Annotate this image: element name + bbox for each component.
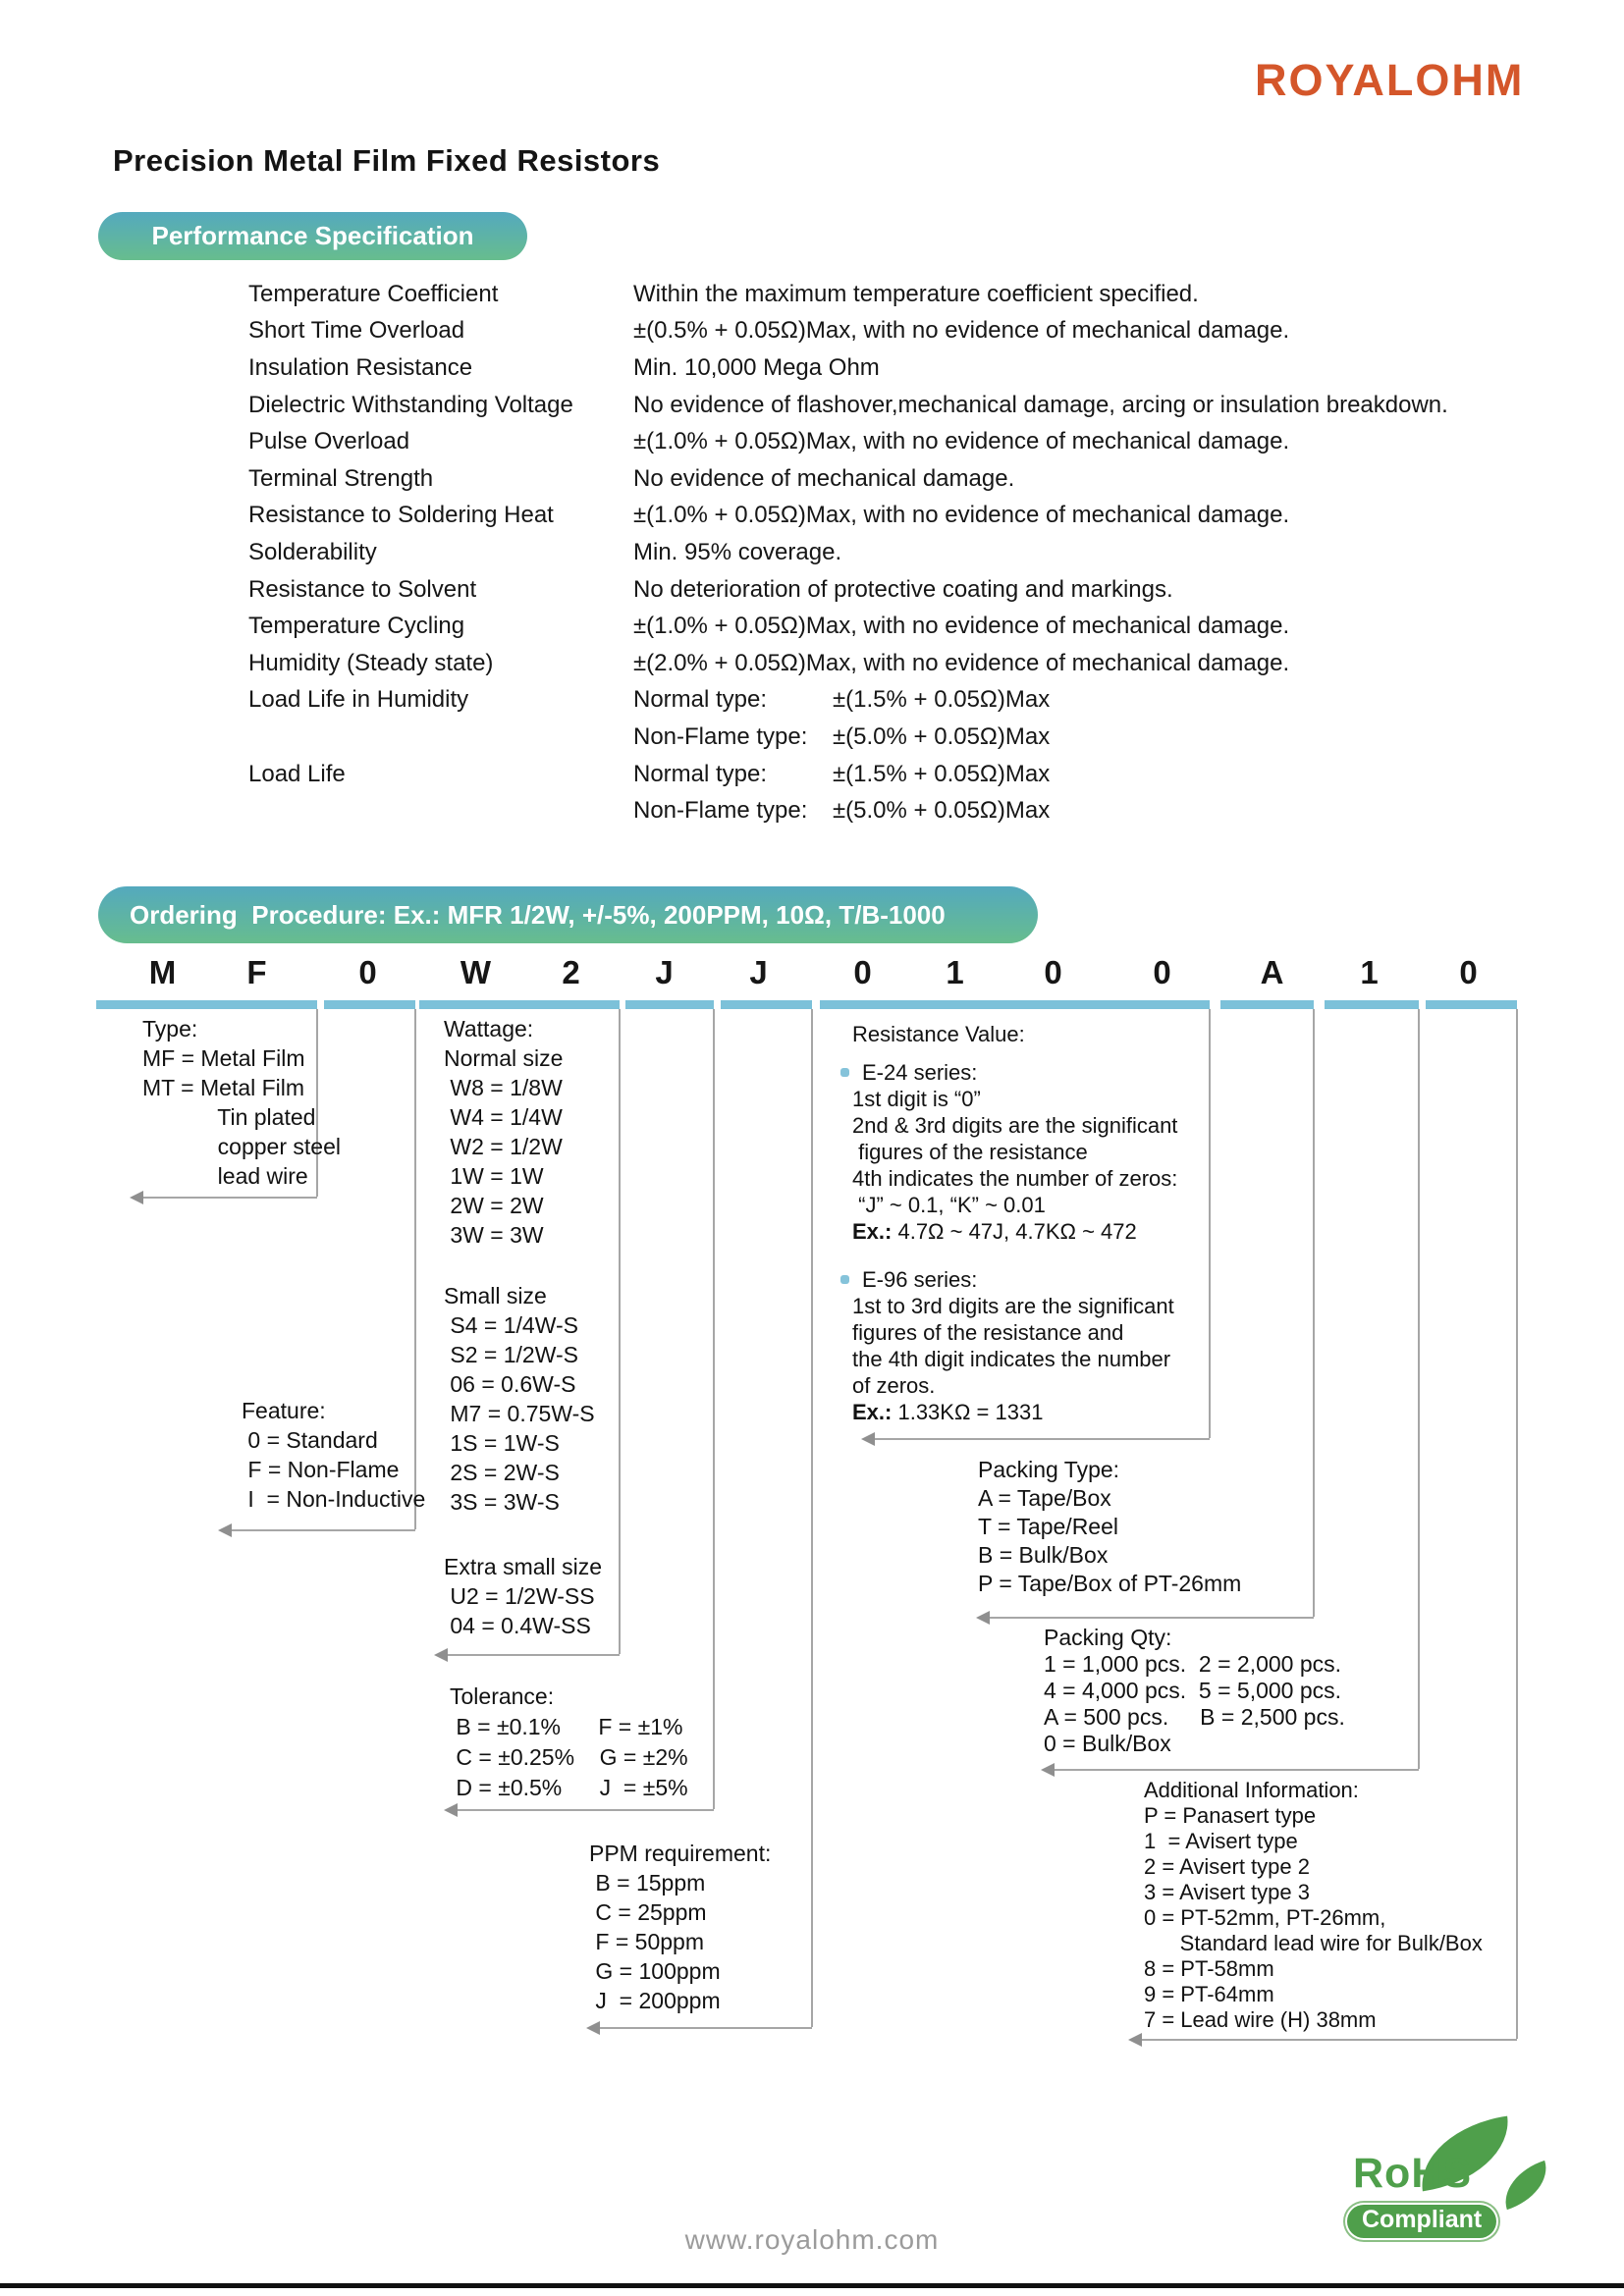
section-line: 04 = 0.4W-SS xyxy=(444,1613,591,1638)
section-line: lead wire xyxy=(142,1163,308,1189)
section-line: A = 500 pcs. B = 2,500 pcs. xyxy=(1044,1704,1345,1730)
spec-row-value: ±(5.0% + 0.05Ω)Max xyxy=(833,797,1051,825)
code-underline-bar xyxy=(419,1000,620,1009)
section-line: 1 = Avisert type xyxy=(1144,1829,1298,1853)
spec-row xyxy=(248,719,1448,756)
spec-row xyxy=(248,608,1448,645)
section-line: C = 25ppm xyxy=(589,1899,707,1925)
section-line: 1S = 1W-S xyxy=(444,1430,560,1456)
wattage-group-normal xyxy=(444,1043,602,1250)
code-underline-bar xyxy=(1325,1000,1419,1009)
group-header: Normal size xyxy=(444,1045,564,1071)
section-line: P = Panasert type xyxy=(1144,1803,1317,1828)
ordering-section-ppm xyxy=(589,1839,771,2015)
example-line: Ex.: 1.33KΩ = 1331 xyxy=(852,1400,1044,1424)
spec-row-value: No evidence of mechanical damage. xyxy=(633,464,1015,492)
spec-row xyxy=(248,571,1448,609)
section-line: 1 = 1,000 pcs. 2 = 2,000 pcs. xyxy=(1044,1651,1342,1677)
section-line: 9 = PT-64mm xyxy=(1144,1982,1274,2006)
resistance-e24-group xyxy=(852,1059,1177,1245)
section-title: Wattage: xyxy=(444,1016,534,1041)
left-arrow-icon xyxy=(130,1191,143,1204)
spec-row-condition: Non-Flame type: xyxy=(633,797,808,825)
spec-row-value: Within the maximum temperature coefficient specified. xyxy=(633,280,1199,307)
spec-row xyxy=(248,534,1448,571)
spec-row xyxy=(248,387,1448,424)
section-line: 4th indicates the number of zeros: xyxy=(852,1166,1178,1191)
section-line: W2 = 1/2W xyxy=(444,1134,563,1159)
ordering-section-feature xyxy=(242,1396,425,1514)
section-line: F = 50ppm xyxy=(589,1929,704,1954)
section-line: 1st digit is “0” xyxy=(852,1087,981,1111)
spec-row-value: ±(1.0% + 0.05Ω)Max, with no evidence of mechanical damage. xyxy=(633,613,1290,640)
code-underline-bar xyxy=(625,1000,714,1009)
left-arrow-icon xyxy=(434,1648,448,1662)
section-line: I = Non-Inductive xyxy=(242,1486,426,1512)
section-line: 1W = 1W xyxy=(444,1163,544,1189)
section-line: 4 = 4,000 pcs. 5 = 5,000 pcs. xyxy=(1044,1678,1342,1703)
bullet-item: E-24 series: xyxy=(862,1059,1177,1086)
section-line: J = 200ppm xyxy=(589,1988,721,2013)
left-arrow-icon xyxy=(444,1803,458,1817)
section-line: F = Non-Flame xyxy=(242,1457,400,1482)
spec-row xyxy=(248,645,1448,682)
section-title: Packing Type: xyxy=(978,1457,1120,1482)
rohs-text: RoHS xyxy=(1353,2150,1473,2197)
connector-line xyxy=(133,1197,317,1199)
spec-row-label: Pulse Overload xyxy=(248,428,410,455)
connector-line xyxy=(447,1809,714,1811)
section-line: 1st to 3rd digits are the significant xyxy=(852,1294,1174,1318)
section-line: figures of the resistance xyxy=(852,1140,1088,1164)
left-arrow-icon xyxy=(861,1432,875,1446)
example-line: Ex.: 4.7Ω ~ 47J, 4.7KΩ ~ 472 xyxy=(852,1219,1137,1244)
section-line: W8 = 1/8W xyxy=(444,1075,563,1100)
ordering-code-char: A xyxy=(1260,954,1285,990)
ordering-code-char: 0 xyxy=(853,954,873,990)
section-line: 3S = 3W-S xyxy=(444,1489,560,1515)
section-line: S2 = 1/2W-S xyxy=(444,1342,579,1367)
connector-line xyxy=(437,1654,620,1656)
spec-row-value: ±(0.5% + 0.05Ω)Max, with no evidence of mechanical damage. xyxy=(633,317,1290,345)
code-underline-bar xyxy=(820,1000,1210,1009)
code-underline-bar xyxy=(721,1000,812,1009)
section-line: of zeros. xyxy=(852,1373,936,1398)
performance-spec-heading xyxy=(98,212,527,260)
spec-row xyxy=(248,423,1448,460)
left-arrow-icon xyxy=(586,2021,600,2035)
section-line: 2W = 2W xyxy=(444,1193,544,1218)
ordering-section-packing-qty xyxy=(1044,1625,1345,1757)
connector-line xyxy=(811,1009,813,2027)
ordering-code-char: J xyxy=(655,954,675,990)
section-line: Standard lead wire for Bulk/Box xyxy=(1144,1931,1483,1955)
ordering-code-char: 0 xyxy=(1044,954,1063,990)
section-line: G = 100ppm xyxy=(589,1958,721,1984)
spec-row-label: Solderability xyxy=(248,538,377,565)
left-arrow-icon xyxy=(218,1523,232,1537)
code-underline-bar xyxy=(324,1000,415,1009)
spec-row-value: ±(1.0% + 0.05Ω)Max, with no evidence of mechanical damage. xyxy=(633,428,1290,455)
section-line: B = 15ppm xyxy=(589,1870,706,1896)
group-header: Small size xyxy=(444,1283,547,1308)
spec-row-value: ±(5.0% + 0.05Ω)Max xyxy=(833,722,1051,750)
spec-row-value: Min. 95% coverage. xyxy=(633,538,842,565)
ordering-section-tolerance xyxy=(450,1682,688,1803)
spec-row-condition: Non-Flame type: xyxy=(633,722,808,750)
section-title: Feature: xyxy=(242,1398,326,1423)
connector-line xyxy=(979,1617,1314,1619)
spec-row xyxy=(248,276,1448,313)
spec-row-value: ±(1.5% + 0.05Ω)Max xyxy=(833,760,1051,787)
ordering-section-packing-type xyxy=(978,1456,1241,1598)
spec-row-label: Temperature Cycling xyxy=(248,613,465,640)
ordering-code-char: J xyxy=(749,954,769,990)
section-line: B = ±0.1% F = ±1% xyxy=(450,1714,683,1739)
spec-row-label: Insulation Resistance xyxy=(248,353,473,381)
section-line: B = Bulk/Box xyxy=(978,1542,1109,1568)
section-line: 3W = 3W xyxy=(444,1222,544,1248)
section-line: copper steel xyxy=(142,1134,341,1159)
spec-row-value: Min. 10,000 Mega Ohm xyxy=(633,353,880,381)
section-line: 0 = Bulk/Box xyxy=(1044,1731,1171,1756)
spec-row-value: No evidence of flashover,mechanical damage, arcing or insulation breakdown. xyxy=(633,391,1448,418)
spec-row xyxy=(248,349,1448,387)
section-line: 06 = 0.6W-S xyxy=(444,1371,576,1397)
section-line: 0 = Standard xyxy=(242,1427,378,1453)
connector-line xyxy=(1209,1009,1211,1438)
ordering-section-wattage xyxy=(444,1014,602,1640)
bottom-rule xyxy=(0,2283,1624,2288)
section-line: P = Tape/Box of PT-26mm xyxy=(978,1571,1242,1596)
section-line: MF = Metal Film xyxy=(142,1045,305,1071)
section-line: W4 = 1/4W xyxy=(444,1104,563,1130)
performance-spec-table xyxy=(248,276,1448,829)
section-line: S4 = 1/4W-S xyxy=(444,1312,579,1338)
ordering-code-char: 0 xyxy=(358,954,378,990)
brand-logo: ROYALOHM xyxy=(1255,55,1525,105)
left-arrow-icon xyxy=(1041,1763,1055,1777)
connector-line xyxy=(1131,2039,1517,2041)
page-title: Precision Metal Film Fixed Resistors xyxy=(113,143,661,178)
section-line: 2S = 2W-S xyxy=(444,1460,560,1485)
spec-row-label: Resistance to Soldering Heat xyxy=(248,502,554,529)
section-title: Tolerance: xyxy=(450,1683,555,1709)
connector-line xyxy=(864,1438,1210,1440)
spec-row-condition: Normal type: xyxy=(633,760,768,787)
connector-line xyxy=(1516,1009,1518,2039)
ordering-code-char: 2 xyxy=(562,954,581,990)
section-title: Additional Information: xyxy=(1144,1778,1359,1802)
connector-line xyxy=(713,1009,715,1809)
spec-row-label: Temperature Coefficient xyxy=(248,280,499,307)
section-line: the 4th digit indicates the number xyxy=(852,1347,1171,1371)
section-line: M7 = 0.75W-S xyxy=(444,1401,595,1426)
spec-row-label: Terminal Strength xyxy=(248,464,434,492)
ordering-procedure-heading xyxy=(98,886,1038,943)
spec-row xyxy=(248,313,1448,350)
section-line: A = Tape/Box xyxy=(978,1485,1111,1511)
section-line: 3 = Avisert type 3 xyxy=(1144,1880,1310,1904)
connector-line xyxy=(1418,1009,1420,1769)
section-title: Packing Qty: xyxy=(1044,1625,1172,1650)
section-line: D = ±0.5% J = ±5% xyxy=(450,1775,688,1800)
spec-row-label: Dielectric Withstanding Voltage xyxy=(248,391,573,418)
group-header: Extra small size xyxy=(444,1554,603,1579)
section-line: C = ±0.25% G = ±2% xyxy=(450,1744,688,1770)
footer-url: www.royalohm.com xyxy=(684,2224,940,2255)
section-line: MT = Metal Film xyxy=(142,1075,305,1100)
section-line: Tin plated xyxy=(142,1104,316,1130)
spec-row-value: No deterioration of protective coating and markings. xyxy=(633,575,1173,603)
spec-row xyxy=(248,756,1448,793)
ordering-code-char: W xyxy=(460,954,493,990)
spec-row-condition: Normal type: xyxy=(633,686,768,714)
ordering-code-char: 0 xyxy=(1153,954,1172,990)
spec-row-value: ±(1.5% + 0.05Ω)Max xyxy=(833,686,1051,714)
connector-line xyxy=(619,1009,621,1654)
rohs-compliant-text: Compliant xyxy=(1347,2205,1496,2238)
section-line: 7 = Lead wire (H) 38mm xyxy=(1144,2007,1377,2032)
ordering-procedure-heading-label: Ordering Procedure: Ex.: MFR 1/2W, +/-5%, 200PPM, 10Ω, T/B-1000 xyxy=(130,899,946,930)
ordering-section-resistance xyxy=(852,1021,1177,1425)
section-line: “J” ~ 0.1, “K” ~ 0.01 xyxy=(852,1193,1046,1217)
spec-row xyxy=(248,792,1448,829)
spec-row-label: Short Time Overload xyxy=(248,317,465,345)
code-underline-bar xyxy=(1426,1000,1517,1009)
spec-row-value: ±(2.0% + 0.05Ω)Max, with no evidence of mechanical damage. xyxy=(633,649,1290,676)
ordering-code-char: 1 xyxy=(1360,954,1380,990)
section-line: 8 = PT-58mm xyxy=(1144,1956,1274,1981)
ordering-code-char: M xyxy=(148,954,178,990)
connector-line xyxy=(1044,1769,1419,1771)
code-underline-bar xyxy=(1220,1000,1314,1009)
spec-row-label: Resistance to Solvent xyxy=(248,575,477,603)
section-line: 2nd & 3rd digits are the significant xyxy=(852,1113,1178,1138)
wattage-group-small xyxy=(444,1281,602,1517)
section-line: U2 = 1/2W-SS xyxy=(444,1583,595,1609)
connector-line xyxy=(1313,1009,1315,1617)
connector-line xyxy=(589,2027,812,2029)
resistance-e96-group xyxy=(852,1266,1177,1425)
wattage-group-extra-small xyxy=(444,1552,602,1640)
spec-row-label: Humidity (Steady state) xyxy=(248,649,494,676)
ordering-code-char: F xyxy=(246,954,268,990)
section-line: T = Tape/Reel xyxy=(978,1514,1118,1539)
spec-row xyxy=(248,498,1448,535)
leaf-icon xyxy=(1496,2161,1556,2210)
ordering-code-char: 1 xyxy=(946,954,965,990)
section-line: figures of the resistance and xyxy=(852,1320,1124,1345)
spec-row-label: Load Life xyxy=(248,760,346,787)
code-underline-bar xyxy=(96,1000,317,1009)
spec-row xyxy=(248,460,1448,498)
connector-line xyxy=(221,1529,415,1531)
ordering-code-char: 0 xyxy=(1459,954,1479,990)
left-arrow-icon xyxy=(1128,2033,1142,2047)
spec-row xyxy=(248,682,1448,720)
ordering-section-type xyxy=(142,1014,341,1191)
section-title: Resistance Value: xyxy=(852,1022,1025,1046)
spec-row-label: Load Life in Humidity xyxy=(248,686,469,714)
section-title: PPM requirement: xyxy=(589,1841,772,1866)
section-title: Type: xyxy=(142,1016,198,1041)
bullet-item: E-96 series: xyxy=(862,1266,1177,1293)
left-arrow-icon xyxy=(976,1611,990,1625)
performance-spec-heading-label: Performance Specification xyxy=(151,221,474,250)
section-line: 2 = Avisert type 2 xyxy=(1144,1854,1310,1879)
ordering-section-additional-info xyxy=(1144,1778,1483,2033)
spec-row-value: ±(1.0% + 0.05Ω)Max, with no evidence of mechanical damage. xyxy=(633,502,1290,529)
section-line: 0 = PT-52mm, PT-26mm, xyxy=(1144,1905,1386,1930)
